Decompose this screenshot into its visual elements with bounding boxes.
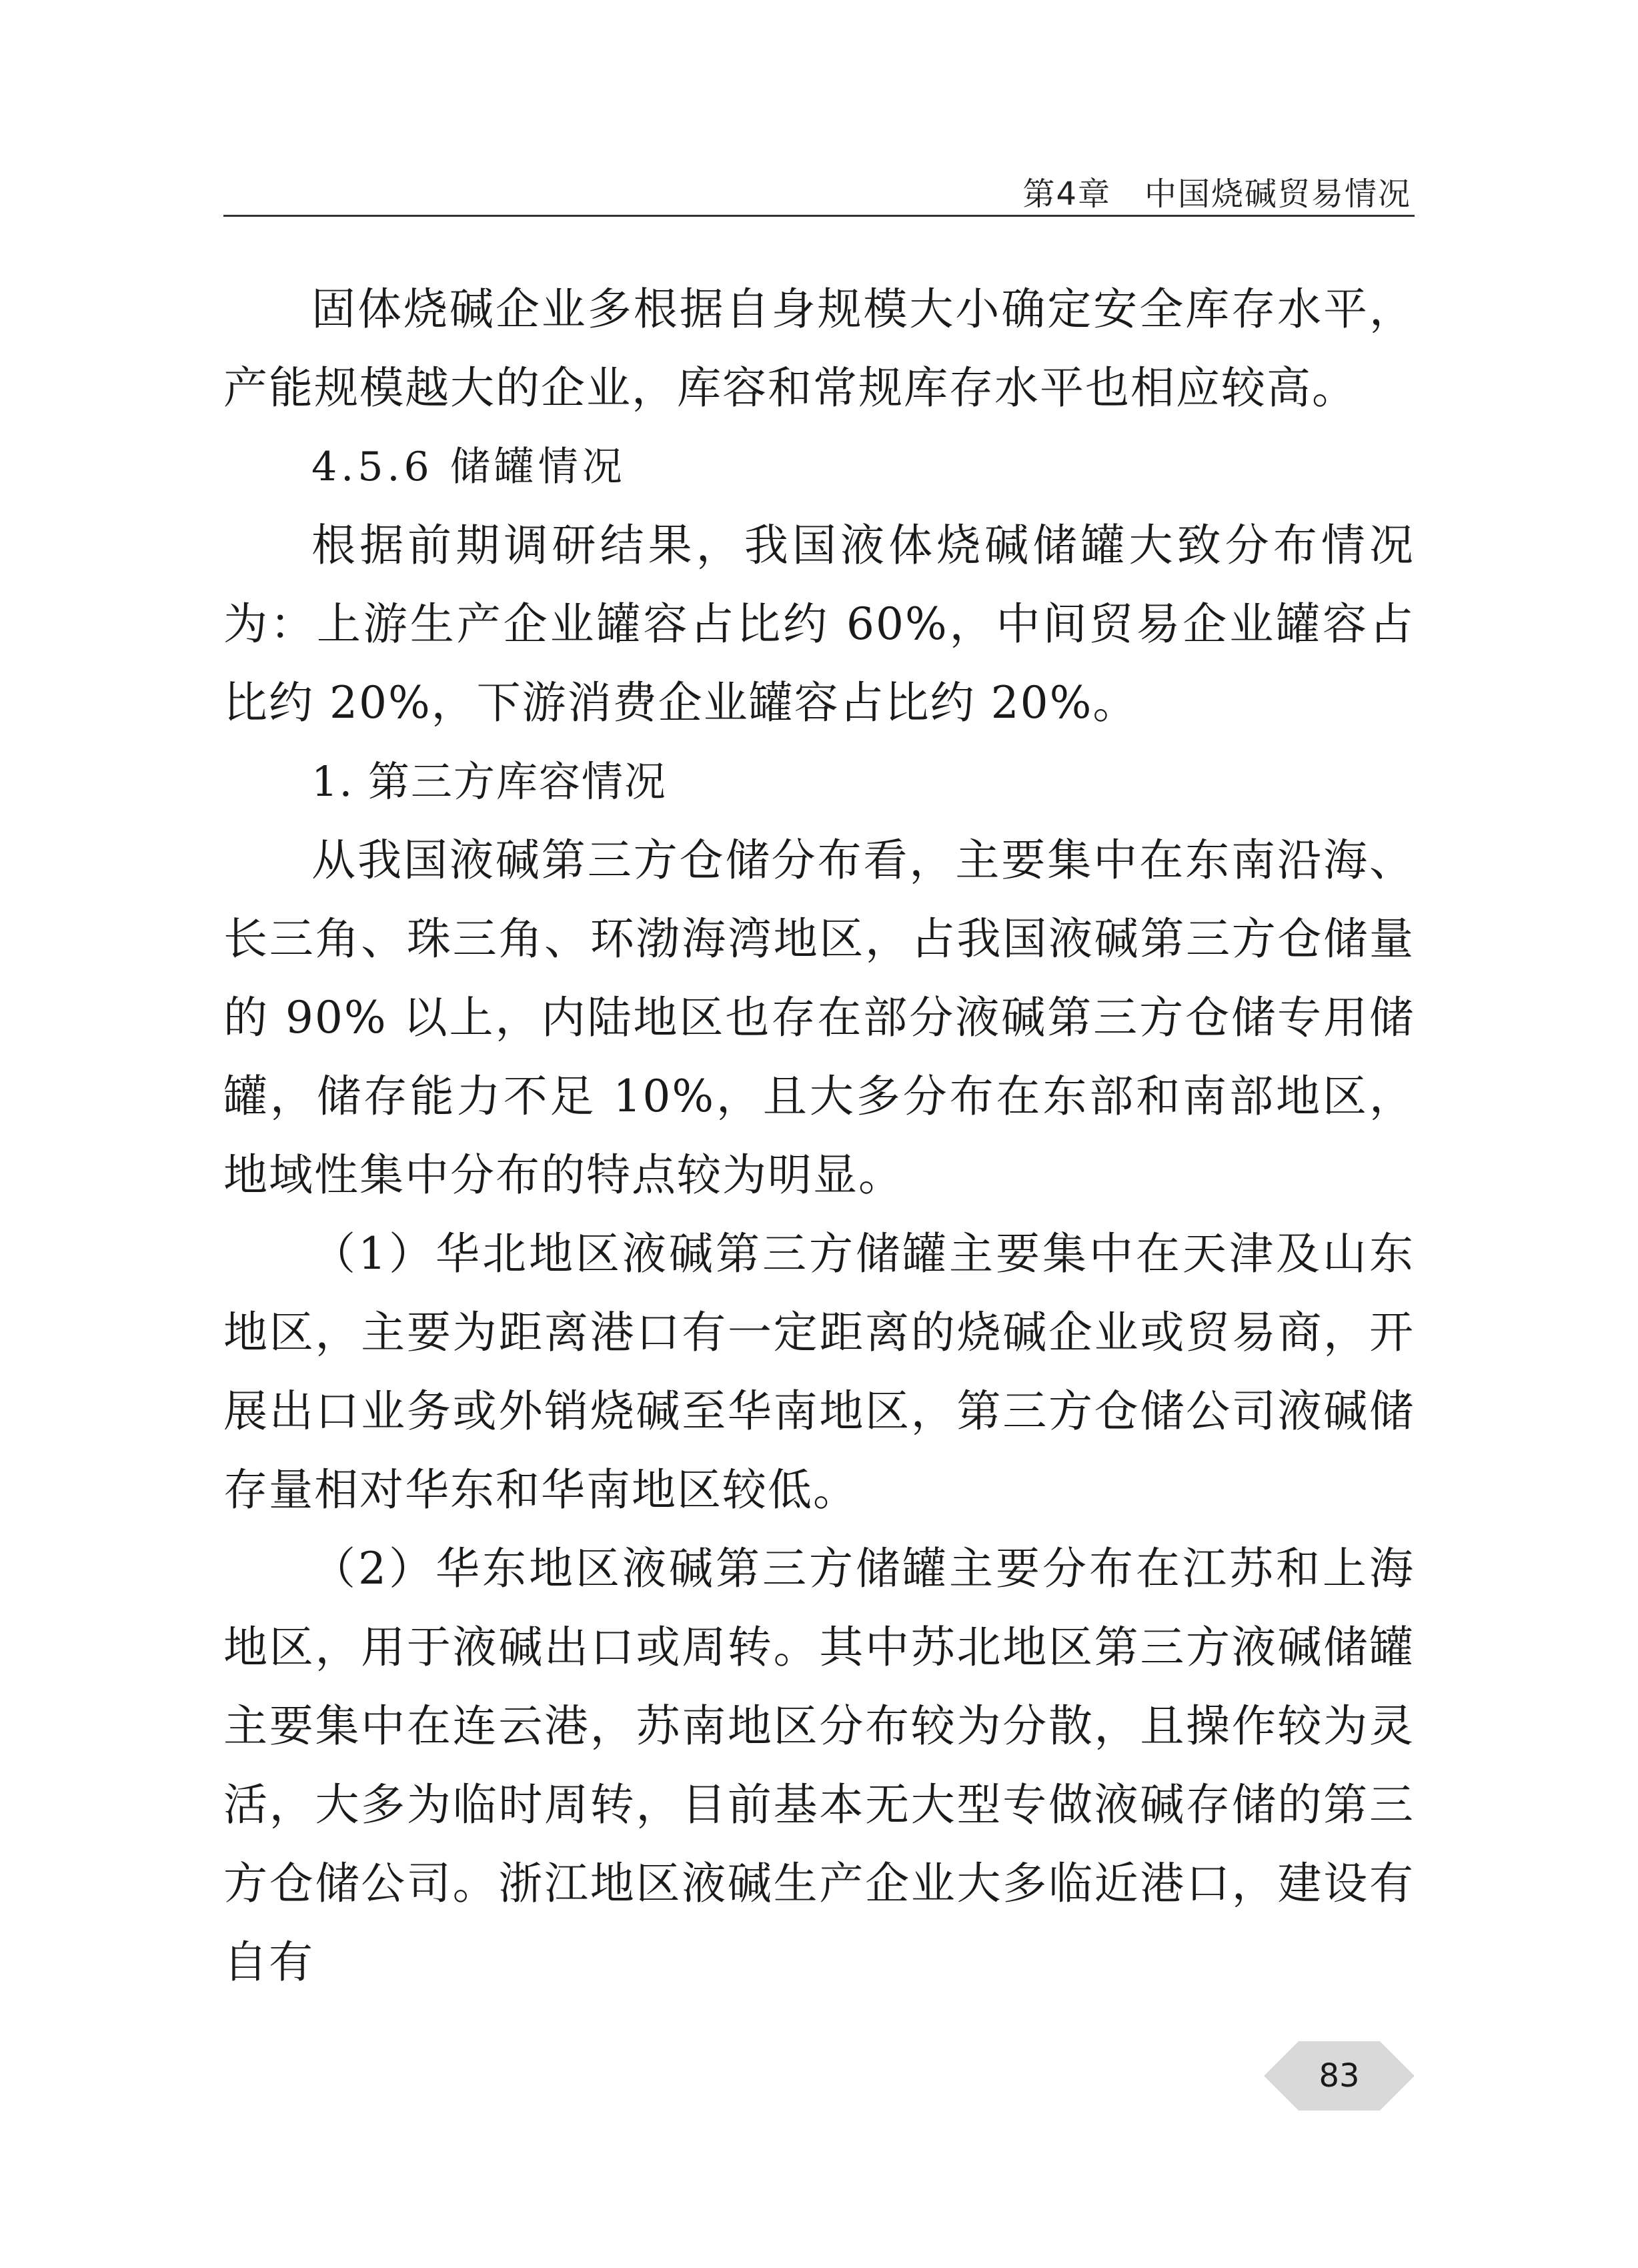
running-header: [1022, 168, 1411, 214]
distribution-paragraph: 根据前期调研结果，我国液体烧碱储罐大致分布情况为：上游生产企业罐容占比约 60%，中间贸易企业罐容占比约 20%，下游消费企业罐容占比约 20%。: [223, 520, 1415, 728]
page-number: 83: [1319, 2057, 1360, 2095]
chapter-title: 中国烧碱贸易情况: [1144, 175, 1411, 213]
north-china-paragraph: （1）华北地区液碱第三方储罐主要集中在天津及山东地区，主要为距离港口有一定距离的烧碱企业或贸易商，开展出口业务或外销烧碱至华南地区，第三方仓储公司液碱储存量相对华东和华南地区较低。: [223, 1228, 1415, 1516]
header-divider: [223, 215, 1415, 217]
page-body: [223, 270, 1415, 2002]
east-china-paragraph: （2）华东地区液碱第三方储罐主要分布在江苏和上海地区，用于液碱出口或周转。其中苏北地区第三方液碱储罐主要集中在连云港，苏南地区分布较为分散，且操作较为灵活，大多为临时周转，目前基本无大型专做液碱存储的第三方仓储公司。浙江地区液碱生产企业大多临近港口，建设有自有: [223, 1543, 1415, 1988]
intro-paragraph: 固体烧碱企业多根据自身规模大小确定安全库存水平，产能规模越大的企业，库容和常规库存水平也相应较高。: [223, 284, 1415, 414]
chapter-label: 第4章: [1022, 175, 1111, 213]
third-party-subheading: 1. 第三方库容情况: [311, 757, 667, 806]
third-party-paragraph: 从我国液碱第三方仓储分布看，主要集中在东南沿海、长三角、珠三角、环渤海湾地区，占我国液碱第三方仓储量的 90% 以上，内陆地区也存在部分液碱第三方仓储专用储罐，储存能力不足 10%，且大多分布在东部和南部地区，地域性集中分布的特点较为明显。: [223, 834, 1415, 1201]
page-number-badge: [1264, 2041, 1415, 2111]
section-heading: 4.5.6 储罐情况: [311, 444, 626, 490]
